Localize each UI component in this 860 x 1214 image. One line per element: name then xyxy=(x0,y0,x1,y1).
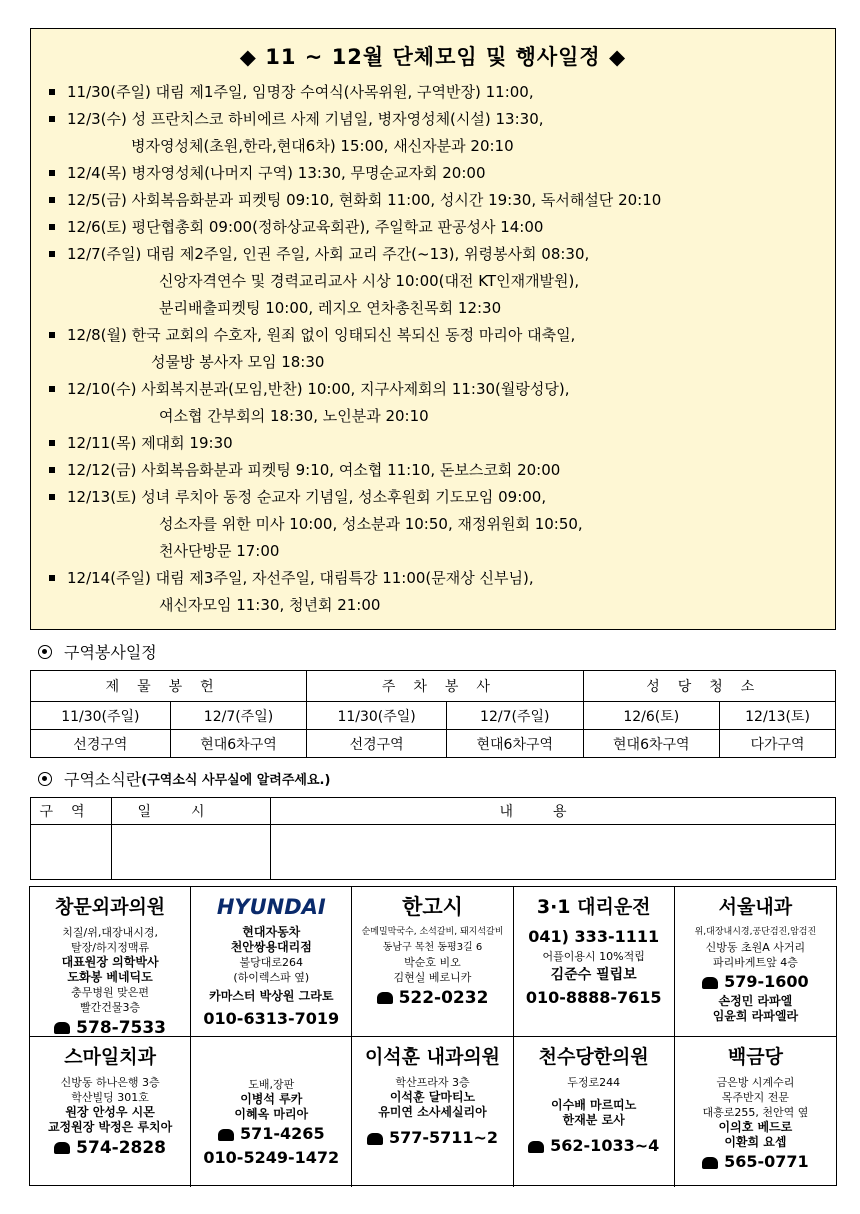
service-area: 현대6차구역 xyxy=(583,730,720,758)
list-item: 12/4(목) 병자영성체(나머지 구역) 13:30, 무명순교자회 20:00 xyxy=(49,160,835,187)
schedule-list xyxy=(31,79,835,619)
service-date: 12/7(주일) xyxy=(446,702,583,730)
news-table xyxy=(30,797,836,880)
ad-hyundai: HYUNDAI 현대자동차 천안쌍용대리점 불당대로264 (하이렉스파 옆) 카마스터 박상원 그라토 010-6313-7019 xyxy=(191,887,352,1037)
ad-dobae: 도배,장판 이병석 루카 이혜옥 마리아 571-4265 010-5249-1472 xyxy=(191,1037,352,1187)
ad-cheonsudang: 천수당한의원 두정로244 이수배 마르띠노 한재분 로사 562-1033~4 xyxy=(514,1037,675,1187)
service-area: 현대6차구역 xyxy=(170,730,307,758)
service-date: 12/13(토) xyxy=(720,702,836,730)
service-table xyxy=(30,670,836,758)
news-cell xyxy=(31,825,112,880)
schedule-title: ◆ 11 ~ 12월 단체모임 및 행사일정 ◆ xyxy=(239,45,627,69)
news-heading: 구역소식란 (구역소식 사무실에 알려주세요.) xyxy=(38,767,330,790)
list-item: 11/30(주일) 대림 제1주일, 임명장 수여식(사목위원, 구역반장) 11:00, xyxy=(49,79,835,106)
ad-seoul: 서울내과 위,대장내시경,공단검진,암검진 신방동 초원A 사거리 파리바게트앞 4층 579-1600 손정민 라파엘 임윤희 라파엘라 xyxy=(675,887,836,1037)
list-item: 12/12(금) 사회복음화분과 피켓팅 9:10, 여소협 11:10, 돈보스코회 20:00 xyxy=(49,457,835,484)
phone-icon xyxy=(702,977,718,989)
phone-icon xyxy=(702,1157,718,1169)
news-cell xyxy=(271,825,836,880)
news-cell xyxy=(112,825,271,880)
service-group: 제물봉헌 xyxy=(31,671,307,702)
service-group: 주차봉사 xyxy=(307,671,583,702)
phone-icon xyxy=(218,1129,234,1141)
service-date: 12/6(토) xyxy=(583,702,720,730)
service-area: 선경구역 xyxy=(307,730,447,758)
list-item: 12/13(토) 성녀 루치아 동정 순교자 기념일, 성소후원회 기도모임 09:00, 성소자를 위한 미사 10:00, 성소분과 10:50, 재정위원회 10:50, 천사단방문 17:00 xyxy=(49,484,835,565)
ad-baekgeumdang: 백금당 금은방 시계수리 목주반지 전문 대흥로255, 천안역 옆 이의호 베드로 이환희 요셉 565-0771 xyxy=(702,1046,809,1171)
ad-hangosi: 한고시 순메밀막국수, 소석갈비, 돼지석갈비 동남구 목천 동평3길 6 박순호 비오 김현실 베로니카 522-0232 xyxy=(352,887,513,1037)
news-col: 일시 xyxy=(112,798,271,825)
ad-smile: 스마일치과 신방동 하나은행 3층 학산빌딩 301호 원장 안성우 시몬 교정원장 박정은 루치아 574-2828 xyxy=(30,1037,191,1187)
service-heading: 구역봉사일정 xyxy=(38,640,157,663)
news-col: 내용 xyxy=(271,798,836,825)
phone-icon xyxy=(367,1133,383,1145)
service-area: 선경구역 xyxy=(31,730,171,758)
service-area: 다가구역 xyxy=(720,730,836,758)
service-date: 11/30(주일) xyxy=(307,702,447,730)
ad-daeri: 3·1 대리운전 041) 333-1111 어플이용시 10%적립 김준수 필립보 010-8888-7615 xyxy=(514,887,675,1037)
list-item: 12/6(토) 평단협총회 09:00(정하상교육회관), 주일학교 판공성사 14:00 xyxy=(49,214,835,241)
service-area: 현대6차구역 xyxy=(446,730,583,758)
phone-icon xyxy=(54,1142,70,1154)
list-item: 12/3(수) 성 프란치스코 하비에르 사제 기념일, 병자영성체(시설) 13:30, 병자영성체(초원,한라,현대6차) 15:00, 새신자분과 20:10 xyxy=(49,106,835,160)
list-item: 12/14(주일) 대림 제3주일, 자선주일, 대림특강 11:00(문재상 신부님), 새신자모임 11:30, 청년회 21:00 xyxy=(49,565,835,619)
bullet-circle-icon xyxy=(38,772,52,786)
list-item: 12/8(월) 한국 교회의 수호자, 원죄 없이 잉태되신 복되신 동정 마리아 대축일, 성물방 봉사자 모임 18:30 xyxy=(49,322,835,376)
service-group: 성당청소 xyxy=(583,671,835,702)
news-col: 구역 xyxy=(31,798,112,825)
bullet-circle-icon xyxy=(38,645,52,659)
service-date: 11/30(주일) xyxy=(31,702,171,730)
service-date: 12/7(주일) xyxy=(170,702,307,730)
ads-grid xyxy=(29,886,837,1186)
list-item: 12/7(주일) 대림 제2주일, 인권 주일, 사회 교리 주간(~13), 위령봉사회 08:30, 신앙자격연수 및 경력교리교사 시상 10:00(대전 KT인재개발원), 분리배출피켓팅 10:00, 레지오 연차총친목회 12:30 xyxy=(49,241,835,322)
list-item: 12/5(금) 사회복음화분과 피켓팅 09:10, 현화회 11:00, 성시간 19:30, 독서해설단 20:10 xyxy=(49,187,835,214)
ad-leeseokhoon: 이석훈 내과의원 학산프라자 3층 이석훈 달마티노 유미연 소사세실리아 577-5711~2 xyxy=(352,1037,513,1187)
phone-icon xyxy=(54,1022,70,1034)
schedule-box xyxy=(30,28,836,630)
list-item: 12/10(수) 사회복지분과(모임,반찬) 10:00, 지구사제회의 11:30(월랑성당), 여소협 간부회의 18:30, 노인분과 20:10 xyxy=(49,376,835,430)
ad-changmun: 창문외과의원 치질/위,대장내시경, 탈장/하지정맥류 대표원장 의학박사 도화봉 베네딕도 충무병원 맞은편 빨간건물3층 578-7533 xyxy=(30,887,191,1037)
list-item: 12/11(목) 제대회 19:30 xyxy=(49,430,835,457)
phone-icon xyxy=(377,992,393,1004)
phone-icon xyxy=(528,1141,544,1153)
